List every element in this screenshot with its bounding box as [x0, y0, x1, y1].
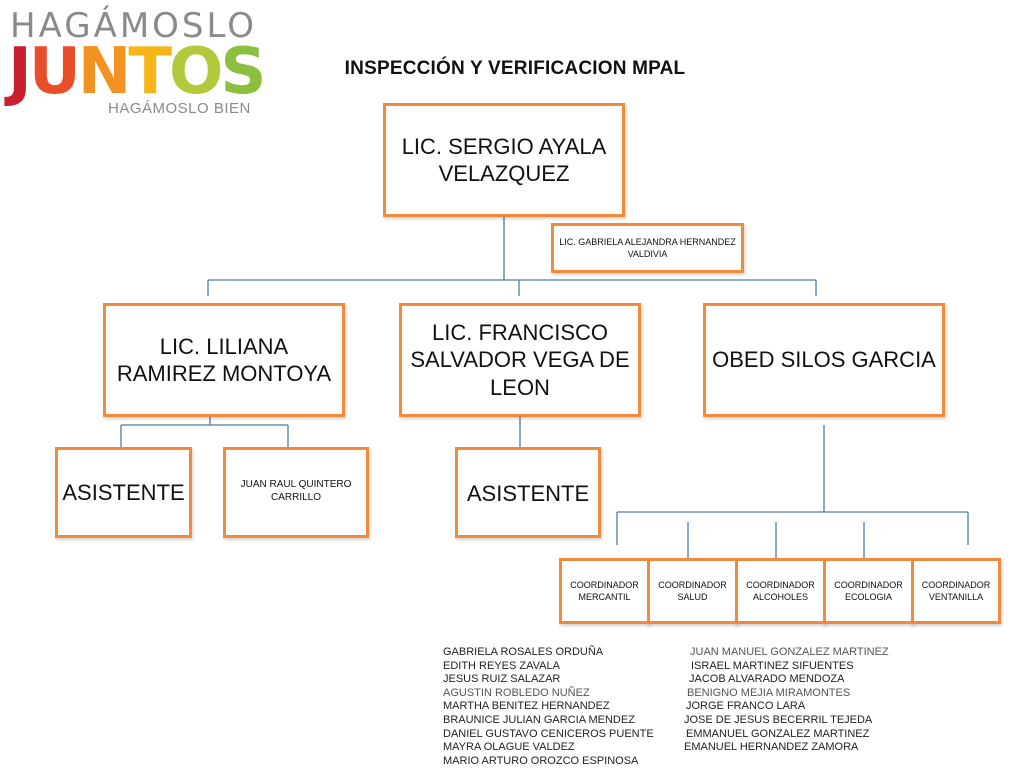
logo-letter: N — [77, 35, 129, 109]
node-juan-raul-label: JUAN RAUL QUINTERO CARRILLO — [240, 479, 352, 503]
node-director-label: LIC. SERGIO AYALA VELAZQUEZ — [401, 133, 607, 186]
node-manager-right[interactable] — [703, 303, 945, 417]
staff-name: JESUS RUIZ SALAZAR — [443, 673, 561, 686]
node-assistant-left[interactable] — [55, 447, 192, 538]
staff-name: JORGE FRANCO LARA — [686, 700, 806, 713]
node-manager-center[interactable] — [399, 303, 641, 417]
node-assistant-director[interactable] — [551, 223, 744, 273]
node-coord-alcoholes[interactable] — [735, 558, 826, 624]
staff-name: EDITH REYES ZAVALA — [443, 659, 560, 672]
node-manager-left[interactable] — [103, 303, 345, 417]
node-coord-ventanilla-label: COORDINADOR VENTANILLA — [921, 579, 991, 602]
logo-letter: T — [128, 35, 169, 109]
staff-name: AGUSTIN ROBLEDO NUÑEZ — [443, 686, 590, 699]
node-coord-ecologia[interactable] — [823, 558, 914, 624]
node-manager-center-label: LIC. FRANCISCO SALVADOR VEGA DE LEON — [410, 319, 630, 400]
staff-name: JUAN MANUEL GONZALEZ MARTINEZ — [690, 646, 889, 658]
logo-letter: O — [169, 35, 221, 109]
logo-letter: J — [8, 35, 29, 109]
logo-sub-text: HAGÁMOSLO BIEN — [108, 100, 251, 117]
staff-name: MARIO ARTURO OROZCO ESPINOSA — [443, 754, 639, 767]
node-director[interactable] — [383, 103, 625, 217]
node-assistant-center[interactable] — [455, 447, 601, 538]
page-title: INSPECCIÓN Y VERIFICACION MPAL — [344, 58, 686, 79]
node-coord-salud-label: COORDINADOR SALUD — [658, 579, 727, 602]
node-coord-mercantil[interactable] — [559, 558, 650, 624]
node-assistant-left-label: ASISTENTE — [62, 479, 185, 505]
logo-top-text: HAGÁMOSLO — [10, 6, 258, 46]
node-juan-raul[interactable] — [223, 447, 369, 538]
staff-name: MAYRA OLAGUE VALDEZ — [443, 741, 575, 754]
staff-name: DANIEL GUSTAVO CENICEROS PUENTE — [443, 727, 654, 740]
staff-name: JACOB ALVARADO MENDOZA — [689, 673, 845, 686]
staff-name: EMMANUEL GONZALEZ MARTINEZ — [686, 727, 870, 740]
node-coord-ecologia-label: COORDINADOR ECOLOGIA — [834, 579, 903, 602]
staff-name: GABRIELA ROSALES ORDUÑA — [443, 646, 604, 658]
node-manager-right-label: OBED SILOS GARCIA — [712, 347, 936, 373]
staff-list-right — [684, 646, 889, 755]
logo-letter: U — [28, 35, 78, 109]
node-assistant-center-label: ASISTENTE — [466, 481, 590, 506]
staff-name: BRAUNICE JULIAN GARCIA MENDEZ — [443, 713, 635, 726]
node-coord-salud[interactable] — [647, 558, 738, 624]
staff-name: MARTHA BENITEZ HERNANDEZ — [443, 700, 610, 713]
node-manager-left-label: LIC. LILIANA RAMIREZ MONTOYA — [116, 333, 332, 386]
staff-name: EMANUEL HERNANDEZ ZAMORA — [684, 741, 859, 754]
node-coord-ventanilla[interactable] — [911, 558, 1001, 624]
staff-name: JOSE DE JESUS BECERRIL TEJEDA — [684, 713, 873, 726]
staff-list-left — [443, 646, 654, 768]
staff-name: BENIGNO MEJIA MIRAMONTES — [687, 686, 851, 699]
staff-name: ISRAEL MARTINEZ SIFUENTES — [691, 659, 854, 672]
node-assistant-director-label: LIC. GABRIELA ALEJANDRA HERNANDEZ VALDIVIA — [559, 236, 736, 259]
node-coord-mercantil-label: COORDINADOR MERCANTIL — [570, 579, 639, 602]
node-coord-alcoholes-label: COORDINADOR ALCOHOLES — [746, 579, 815, 602]
logo-letter: S — [220, 35, 264, 109]
